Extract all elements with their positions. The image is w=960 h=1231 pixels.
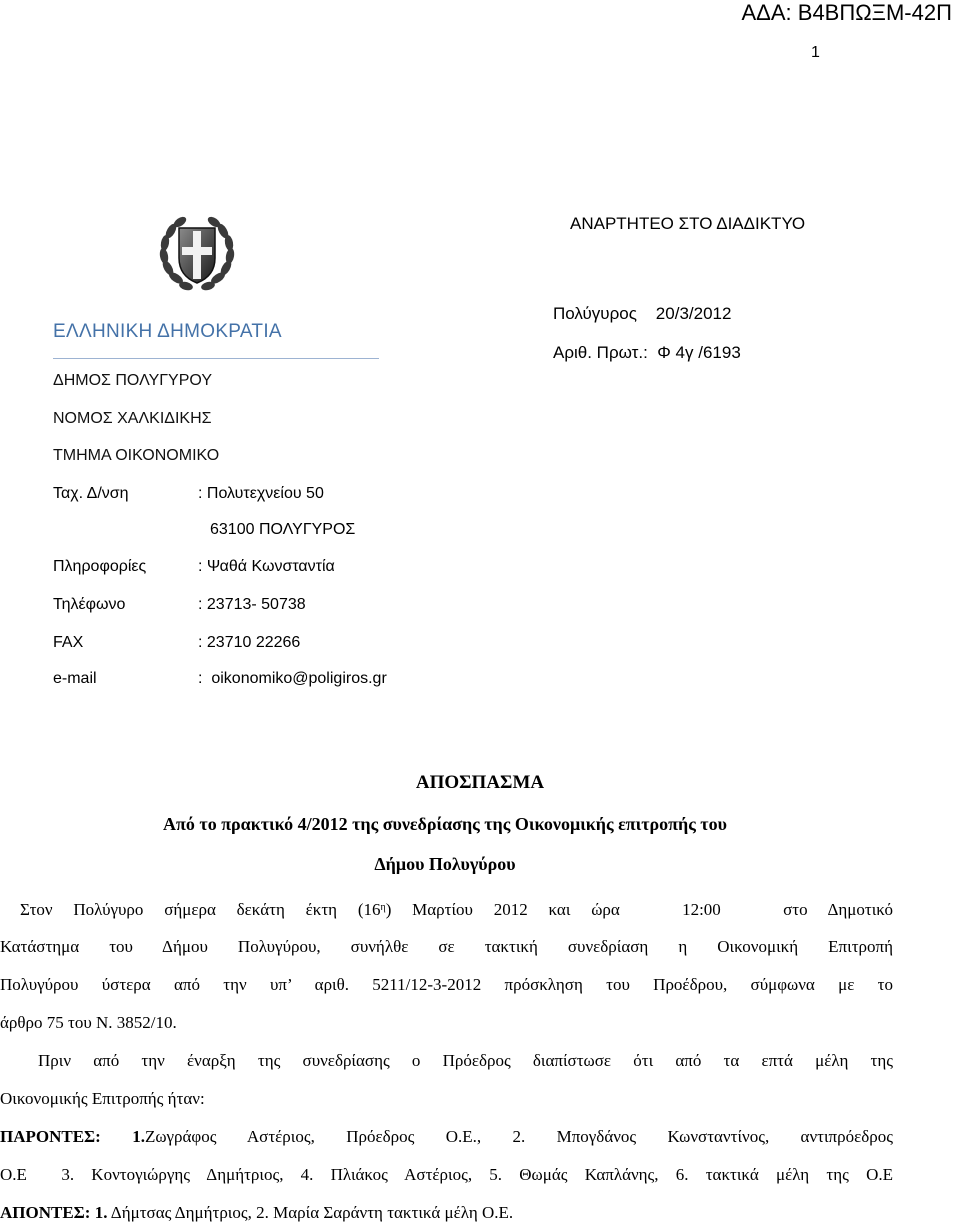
protocol-number: Αριθ. Πρωτ.: Φ 4γ /6193 [553, 343, 741, 362]
present-label: ΠΑΡΟΝΤΕΣ: 1. [0, 1127, 145, 1146]
info-label: Πληροφορίες [53, 558, 147, 575]
page-number: 1 [811, 44, 820, 61]
paragraph-line: Πολυγύρου ύστερα από την υπ’ αριθ. 5211/12-3-2012 πρόσκληση του Προέδρου, σύμφωνα με το [0, 975, 893, 994]
greek-coat-of-arms-icon [154, 210, 240, 296]
email-value: : oikonomiko@poligiros.gr [198, 670, 387, 687]
info-value: : Ψαθά Κωνσταντία [198, 558, 335, 575]
address-value: : Πολυτεχνείου 50 [198, 485, 324, 502]
fax-label: FAX [53, 634, 84, 651]
present-members-line: Ο.Ε 3. Κοντογιώργης Δημήτριος, 4. Πλιάκος Αστέριος, 5. Θωμάς Καπλάνης, 6. τακτικά μέλη της Ο.Ε [0, 1165, 893, 1184]
absent-members-text: Δήμτσας Δημήτριος, 2. Μαρία Σαράντη τακτικά μέλη Ο.Ε. [107, 1203, 514, 1222]
republic-heading: ΕΛΛΗΝΙΚΗ ΔΗΜΟΚΡΑΤΙΑ [53, 321, 282, 342]
document-subtitle-line1: Από το πρακτικό 4/2012 της συνεδρίασης της Οικονομικής επιτροπής του [163, 814, 727, 834]
paragraph-text: ) Μαρτίου 2012 και ώρα 12:00 στο Δημοτικό [385, 900, 893, 919]
paragraph-line: Κατάστημα του Δήμου Πολυγύρου, συνήλθε σε τακτική συνεδρίαση η Οικονομική Επιτροπή [0, 937, 893, 956]
email-label: e-mail [53, 670, 97, 687]
municipality: ΔΗΜΟΣ ΠΟΛΥΓΥΡΟΥ [53, 372, 212, 389]
present-members-line [0, 1119, 893, 1155]
paragraph-line [20, 892, 893, 928]
document-title: ΑΠΟΣΠΑΣΜΑ [415, 772, 545, 793]
ordinal-superscript: η [380, 902, 386, 913]
absent-label: ΑΠΟΝΤΕΣ: 1. [0, 1203, 108, 1222]
paragraph-line: Πριν από την έναρξη της συνεδρίασης ο Πρόεδρος διαπίστωσε ότι από τα επτά μέλη της [38, 1051, 893, 1070]
department: ΤΜΗΜΑ ΟΙΚΟΝΟΜΙΚΟ [53, 447, 220, 464]
document-subtitle-line2: Δήμου Πολυγύρου [374, 854, 516, 874]
paragraph-text: Στον Πολύγυρο σήμερα δεκάτη έκτη (16 [20, 900, 381, 919]
paragraph-line: άρθρο 75 του Ν. 3852/10. [0, 1013, 177, 1032]
heading-rule [53, 358, 379, 359]
fax-value: : 23710 22266 [198, 634, 301, 651]
phone-label: Τηλέφωνο [53, 596, 126, 613]
prefecture: ΝΟΜΟΣ ΧΑΛΚΙΔΙΚΗΣ [53, 410, 212, 427]
posted-notice: ΑΝΑΡΤΗΤΕΟ ΣΤΟ ΔΙΑΔΙΚΤΥΟ [570, 214, 806, 233]
ada-code: ΑΔΑ: Β4ΒΠΩΞΜ-42Π [741, 0, 952, 25]
paragraph-line: Οικονομικής Επιτροπής ήταν: [0, 1089, 205, 1108]
postal-code-value: 63100 ΠΟΛΥΓΥΡΟΣ [210, 521, 356, 538]
phone-value: : 23713- 50738 [198, 596, 306, 613]
place-date: Πολύγυρος 20/3/2012 [553, 304, 732, 323]
present-members-text: Ζωγράφος Αστέριος, Πρόεδρος Ο.Ε., 2. Μπογδάνος Κωνσταντίνος, αντιπρόεδρος [144, 1127, 893, 1146]
absent-members-line [0, 1195, 513, 1231]
address-label: Ταχ. Δ/νση [53, 485, 129, 502]
